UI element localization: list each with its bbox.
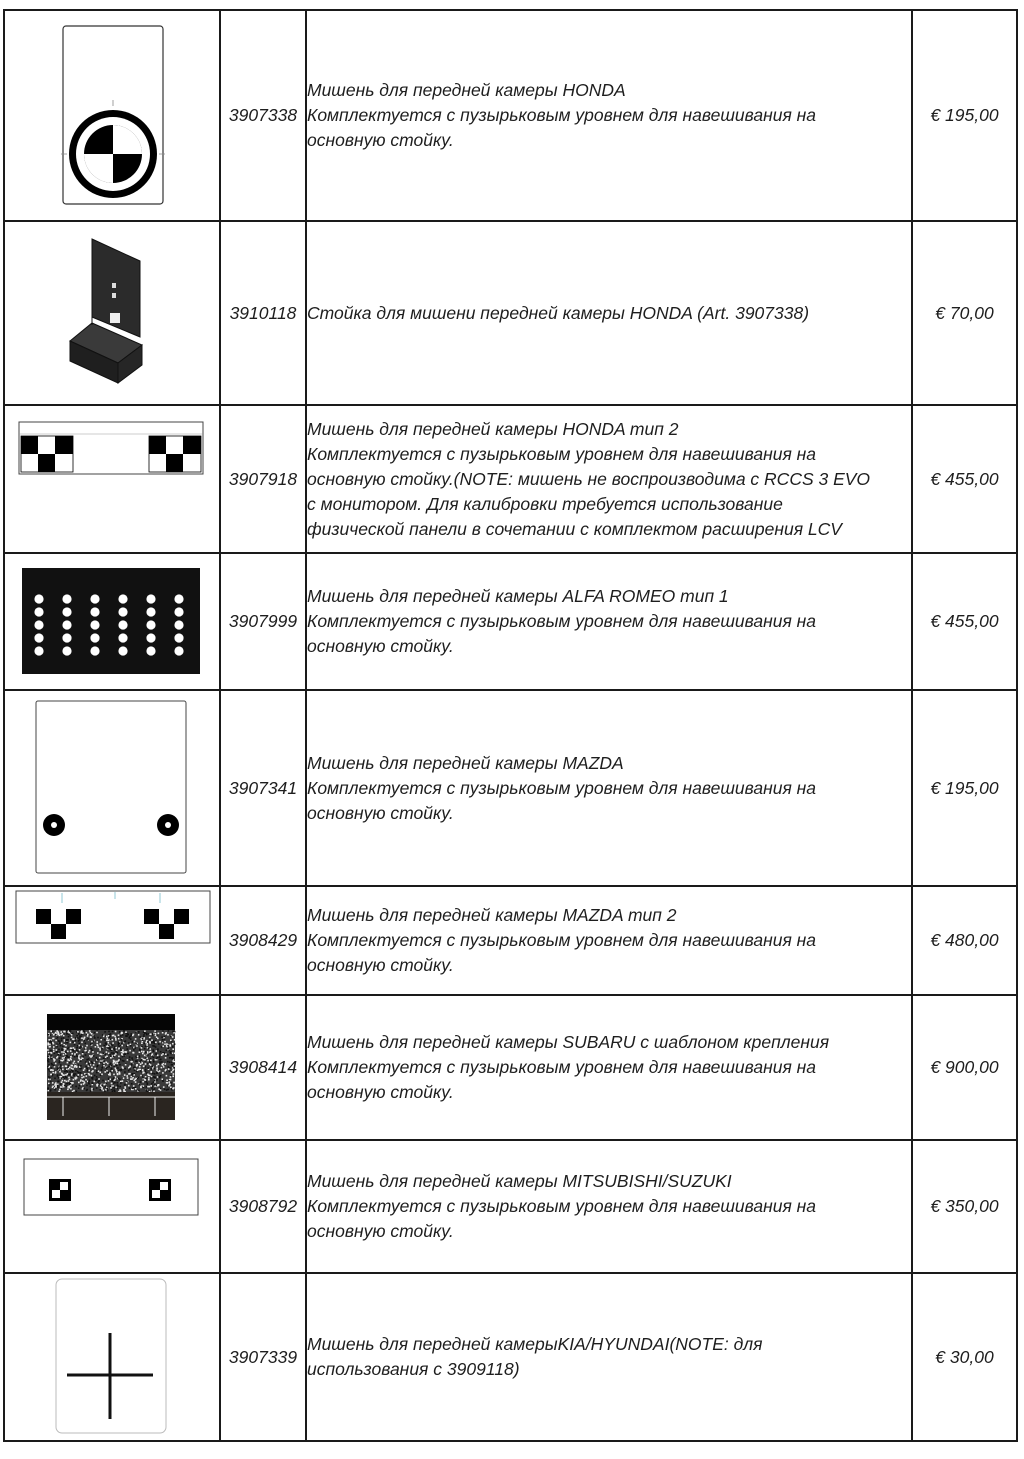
price: € 455,00: [930, 611, 999, 631]
price: € 195,00: [930, 777, 999, 798]
table-row: [4, 1140, 1017, 1273]
honda-round-target-image: [57, 24, 167, 208]
price: € 195,00: [930, 105, 999, 125]
description-cell: [306, 886, 912, 995]
description-cell: [306, 553, 912, 690]
article-code: 3908429: [228, 930, 298, 950]
honda-checker-target-image: [17, 420, 207, 480]
subaru-noise-target-image: [45, 1012, 179, 1124]
product-table: [3, 9, 1018, 1442]
table-row: [4, 886, 1017, 995]
description: Мишень для передней камеры HONDA тип 2 Комплектуется с пузырьковым уровнем для навешивания на основную стойку.(NOTE: мишень не воспроизводима с RCCS 3 EVO с монитором. Для калибровки требуется использование физической панели в сочетании с комплектом расширения LCV: [307, 418, 871, 539]
alfa-romeo-dot-target-image: [20, 566, 204, 678]
description-cell: [306, 1273, 912, 1441]
price: € 30,00: [935, 1346, 994, 1367]
image-cell: [4, 1273, 220, 1441]
table-row: [4, 553, 1017, 690]
description-cell: [306, 221, 912, 405]
table-row: [4, 1273, 1017, 1441]
image-cell: [4, 690, 220, 886]
table-row: [4, 221, 1017, 405]
description: Мишень для передней камеры MITSUBISHI/SUZUKI Комплектуется с пузырьковым уровнем для навешивания на основную стойку.: [307, 1171, 817, 1241]
kia-hyundai-cross-target-image: [54, 1277, 170, 1437]
description-cell: [306, 405, 912, 553]
mitsubishi-suzuki-target-image: [22, 1157, 202, 1219]
table-row: [4, 995, 1017, 1140]
price: € 900,00: [930, 1057, 999, 1077]
table-row: [4, 10, 1017, 221]
mazda-checker-target-image: [12, 889, 212, 949]
description-cell: [306, 690, 912, 886]
mazda-dot-target-image: [34, 699, 190, 877]
image-cell: [4, 886, 220, 995]
image-cell: [4, 405, 220, 553]
article-code: 3907338: [228, 105, 298, 125]
price: € 480,00: [930, 930, 999, 950]
price: € 70,00: [935, 302, 994, 323]
description-cell: [306, 1140, 912, 1273]
description: Мишень для передней камеры MAZDA Комплектуется с пузырьковым уровнем для навешивания на основную стойку.: [307, 752, 817, 823]
honda-target-stand-image: [62, 233, 162, 393]
image-cell: [4, 221, 220, 405]
article-code: 3907999: [228, 611, 298, 631]
article-code: 3908792: [228, 1196, 298, 1216]
description: Мишень для передней камеры MAZDA тип 2 Комплектуется с пузырьковым уровнем для навешивания на основную стойку.: [307, 905, 817, 975]
article-code: 3908414: [228, 1057, 298, 1077]
price: € 350,00: [930, 1196, 999, 1216]
description-cell: [306, 10, 912, 221]
article-code: 3907339: [228, 1346, 298, 1367]
article-code: 3910118: [229, 302, 297, 323]
article-code: 3907341: [228, 777, 298, 798]
price: € 455,00: [930, 468, 999, 489]
image-cell: [4, 10, 220, 221]
description-cell: [306, 995, 912, 1140]
article-code: 3907918: [228, 468, 298, 489]
description: Мишень для передней камеры ALFA ROMEO тип 1 Комплектуется с пузырьковым уровнем для навешивания на основную стойку.: [307, 586, 817, 656]
image-cell: [4, 1140, 220, 1273]
table-row: [4, 405, 1017, 553]
description: Мишень для передней камеры HONDA Комплектуется с пузырьковым уровнем для навешивания на основную стойку.: [307, 80, 817, 150]
description: Мишень для передней камерыKIA/HYUNDAI(NOTE: для использования с 3909118): [307, 1334, 763, 1379]
image-cell: [4, 553, 220, 690]
image-cell: [4, 995, 220, 1140]
description: Мишень для передней камеры SUBARU с шаблоном крепления Комплектуется с пузырьковым уровнем для навешивания на основную стойку.: [307, 1032, 830, 1102]
description: Стойка для мишени передней камеры HONDA (Art. 3907338): [307, 302, 810, 323]
table-row: [4, 690, 1017, 886]
